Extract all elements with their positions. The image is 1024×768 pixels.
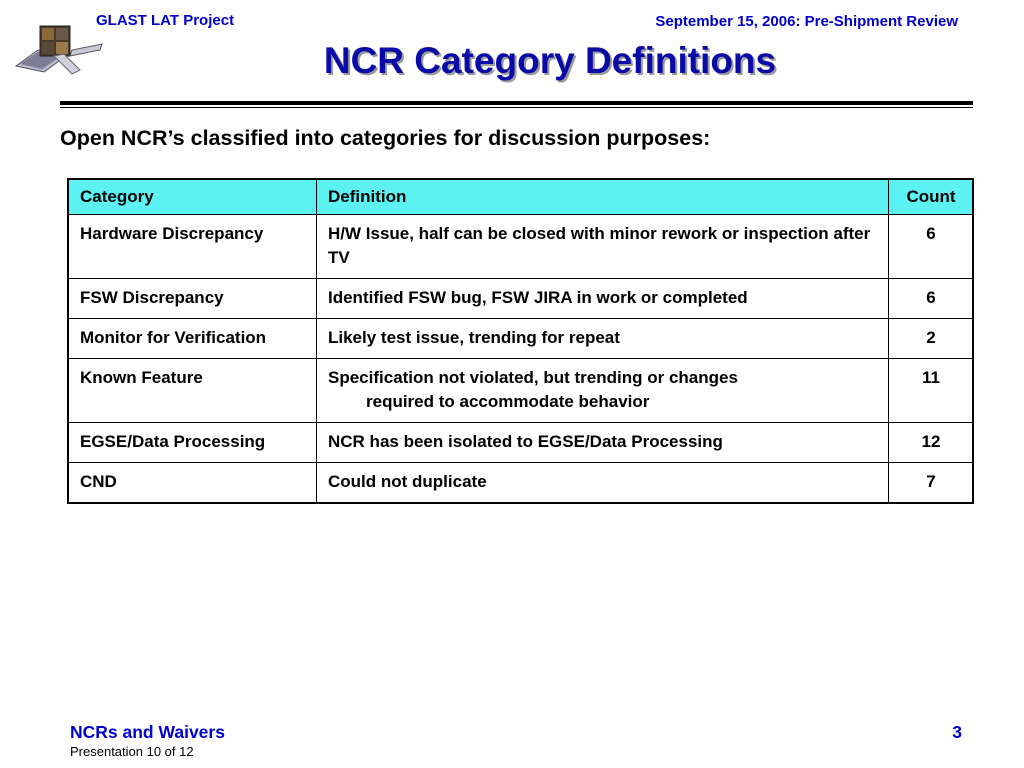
category-cell: EGSE/Data Processing: [68, 423, 317, 463]
column-header-definition: Definition: [317, 179, 889, 215]
table-row: [68, 463, 973, 504]
count-cell: 6: [889, 215, 974, 279]
category-cell: Hardware Discrepancy: [68, 215, 317, 279]
review-date: September 15, 2006: Pre-Shipment Review: [655, 13, 958, 30]
definition-cell: Identified FSW bug, FSW JIRA in work or completed: [317, 279, 889, 319]
table-header-row: [68, 179, 973, 215]
footer-presentation-number: Presentation 10 of 12: [70, 744, 194, 759]
count-cell: 6: [889, 279, 974, 319]
category-cell: Known Feature: [68, 359, 317, 423]
definition-cell: NCR has been isolated to EGSE/Data Processing: [317, 423, 889, 463]
definition-cell: Could not duplicate: [317, 463, 889, 504]
table-row: [68, 423, 973, 463]
count-cell: 11: [889, 359, 974, 423]
definition-continuation: required to accommodate behavior: [366, 392, 650, 411]
table-row: [68, 279, 973, 319]
project-name: GLAST LAT Project: [96, 12, 235, 29]
slide-title: NCR Category Definitions: [323, 40, 777, 81]
title-divider: [60, 101, 973, 105]
definition-cell: H/W Issue, half can be closed with minor rework or inspection after TV: [317, 215, 889, 279]
definition-cell: [317, 359, 889, 423]
category-cell: CND: [68, 463, 317, 504]
ncr-category-table: [67, 178, 974, 504]
count-cell: 2: [889, 319, 974, 359]
column-header-category: Category: [68, 179, 317, 215]
count-cell: 12: [889, 423, 974, 463]
page-number: 3: [952, 722, 962, 742]
slide-subtitle: Open NCR’s classified into categories for discussion purposes:: [60, 126, 711, 150]
definition-cell: Likely test issue, trending for repeat: [317, 319, 889, 359]
table-row: [68, 215, 973, 279]
footer-section-title: NCRs and Waivers: [70, 722, 225, 742]
column-header-count: Count: [889, 179, 974, 215]
title-divider-thin: [60, 107, 973, 108]
table-row: [68, 359, 973, 423]
category-cell: FSW Discrepancy: [68, 279, 317, 319]
category-cell: Monitor for Verification: [68, 319, 317, 359]
table-row: [68, 319, 973, 359]
definition-line: Specification not violated, but trending or changes: [328, 368, 738, 387]
count-cell: 7: [889, 463, 974, 504]
